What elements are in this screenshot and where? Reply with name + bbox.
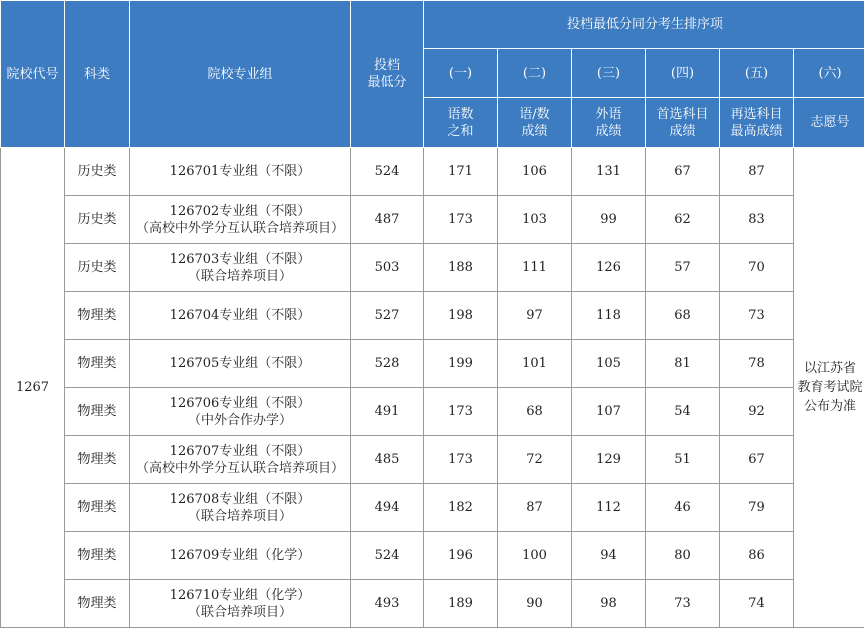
header-col-label-line2: 之和 xyxy=(447,123,474,139)
score-cell-s2: 72 xyxy=(498,436,572,484)
subject-type-cell: 历史类 xyxy=(65,196,130,244)
major-group-note: （联合培养项目） xyxy=(187,508,292,524)
major-group-name: 126702专业组（不限） xyxy=(169,203,311,219)
score-cell-s5: 67 xyxy=(720,436,794,484)
header-col-label xyxy=(424,98,498,148)
header-col-num: (五) xyxy=(720,49,794,98)
score-cell-s4: 80 xyxy=(646,532,720,580)
score-cell-s5: 73 xyxy=(720,292,794,340)
score-cell-s3: 98 xyxy=(572,580,646,628)
score-cell-s5: 86 xyxy=(720,532,794,580)
table-row xyxy=(1,244,864,292)
table-row xyxy=(1,340,864,388)
major-group-cell xyxy=(130,532,351,580)
major-group-name: 126701专业组（不限） xyxy=(169,164,311,179)
score-cell-s2: 97 xyxy=(498,292,572,340)
score-cell-s2: 68 xyxy=(498,388,572,436)
score-cell-s2: 100 xyxy=(498,532,572,580)
score-cell-s2: 87 xyxy=(498,484,572,532)
table-row xyxy=(1,388,864,436)
score-cell-s1: 199 xyxy=(424,340,498,388)
score-cell-s5: 70 xyxy=(720,244,794,292)
major-group-name: 126705专业组（不限） xyxy=(169,356,311,371)
score-cell-s3: 129 xyxy=(572,436,646,484)
min-score-cell: 491 xyxy=(351,388,424,436)
score-cell-s3: 118 xyxy=(572,292,646,340)
major-group-name: 126709专业组（化学） xyxy=(169,548,311,563)
min-score-cell: 528 xyxy=(351,340,424,388)
score-cell-s4: 51 xyxy=(646,436,720,484)
table-body xyxy=(1,148,864,628)
major-group-note: （高校中外学分互认联合培养项目） xyxy=(135,460,344,476)
score-cell-s1: 198 xyxy=(424,292,498,340)
note-line2: 教育考试院 xyxy=(797,380,863,395)
school-code-cell: 1267 xyxy=(1,148,65,628)
header-col-label-line1: 首选科目 xyxy=(656,106,709,122)
major-group-name: 126704专业组（不限） xyxy=(169,308,311,323)
score-cell-s5: 78 xyxy=(720,340,794,388)
table-row xyxy=(1,196,864,244)
score-cell-s1: 173 xyxy=(424,388,498,436)
major-group-cell xyxy=(130,436,351,484)
header-col-label-line2: 最高成绩 xyxy=(730,123,783,139)
score-cell-s2: 103 xyxy=(498,196,572,244)
subject-type-cell: 物理类 xyxy=(65,388,130,436)
min-score-cell: 524 xyxy=(351,148,424,196)
score-cell-s5: 74 xyxy=(720,580,794,628)
score-cell-s4: 54 xyxy=(646,388,720,436)
major-group-cell xyxy=(130,196,351,244)
score-cell-s5: 87 xyxy=(720,148,794,196)
score-cell-s2: 106 xyxy=(498,148,572,196)
table-row xyxy=(1,484,864,532)
score-cell-s3: 105 xyxy=(572,340,646,388)
header-col-label-line1: 语/数 xyxy=(519,106,550,122)
score-cell-s4: 68 xyxy=(646,292,720,340)
header-col-label-line1: 语数 xyxy=(447,106,474,122)
header-min-score-line2: 最低分 xyxy=(367,75,407,90)
score-cell-s1: 188 xyxy=(424,244,498,292)
header-col-num: (二) xyxy=(498,49,572,98)
score-cell-s1: 173 xyxy=(424,196,498,244)
min-score-cell: 493 xyxy=(351,580,424,628)
header-group: 院校专业组 xyxy=(130,1,351,148)
score-cell-s3: 94 xyxy=(572,532,646,580)
min-score-cell: 494 xyxy=(351,484,424,532)
header-min-score xyxy=(351,1,424,148)
note-line1: 以江苏省 xyxy=(804,361,857,376)
score-cell-s2: 90 xyxy=(498,580,572,628)
score-cell-s2: 111 xyxy=(498,244,572,292)
score-cell-s3: 112 xyxy=(572,484,646,532)
min-score-cell: 485 xyxy=(351,436,424,484)
header-col-num: (六) xyxy=(794,49,864,98)
header-col-label xyxy=(498,98,572,148)
header-col-label-line2: 成绩 xyxy=(595,123,622,139)
min-score-cell: 487 xyxy=(351,196,424,244)
score-cell-s3: 107 xyxy=(572,388,646,436)
header-col-label-line2: 成绩 xyxy=(669,123,696,139)
major-group-name: 126706专业组（不限） xyxy=(169,395,311,411)
header-tiebreak: 投档最低分同分考生排序项 xyxy=(424,1,864,49)
major-group-cell xyxy=(130,340,351,388)
major-group-cell xyxy=(130,292,351,340)
header-col-num: (四) xyxy=(646,49,720,98)
score-cell-s2: 101 xyxy=(498,340,572,388)
score-cell-s4: 81 xyxy=(646,340,720,388)
header-min-score-line1: 投档 xyxy=(373,58,400,73)
score-cell-s4: 57 xyxy=(646,244,720,292)
major-group-cell xyxy=(130,148,351,196)
subject-type-cell: 物理类 xyxy=(65,484,130,532)
subject-type-cell: 物理类 xyxy=(65,532,130,580)
major-group-cell xyxy=(130,388,351,436)
subject-type-cell: 历史类 xyxy=(65,244,130,292)
major-group-name: 126707专业组（不限） xyxy=(169,443,311,459)
subject-type-cell: 物理类 xyxy=(65,340,130,388)
major-group-note: （中外合作办学） xyxy=(187,412,292,428)
header-col-label-line1: 外语 xyxy=(595,106,622,122)
table-header xyxy=(1,1,864,148)
application-number-note xyxy=(794,148,864,628)
table-row xyxy=(1,580,864,628)
header-col-label-line2: 成绩 xyxy=(521,123,548,139)
min-score-cell: 503 xyxy=(351,244,424,292)
score-cell-s1: 171 xyxy=(424,148,498,196)
table-row xyxy=(1,148,864,196)
major-group-cell xyxy=(130,580,351,628)
major-group-note: （联合培养项目） xyxy=(187,604,292,620)
score-cell-s1: 189 xyxy=(424,580,498,628)
score-cell-s5: 83 xyxy=(720,196,794,244)
major-group-note: （联合培养项目） xyxy=(187,268,292,284)
score-cell-s4: 62 xyxy=(646,196,720,244)
table-row xyxy=(1,292,864,340)
header-col-num: (一) xyxy=(424,49,498,98)
note-line3: 公布为准 xyxy=(804,399,857,414)
score-cell-s3: 131 xyxy=(572,148,646,196)
score-cell-s4: 73 xyxy=(646,580,720,628)
header-col-label xyxy=(646,98,720,148)
subject-type-cell: 物理类 xyxy=(65,292,130,340)
major-group-cell xyxy=(130,484,351,532)
score-cell-s4: 46 xyxy=(646,484,720,532)
score-cell-s1: 196 xyxy=(424,532,498,580)
subject-type-cell: 物理类 xyxy=(65,580,130,628)
table-row xyxy=(1,532,864,580)
header-col-label-line1: 志愿号 xyxy=(810,115,850,130)
major-group-cell xyxy=(130,244,351,292)
min-score-cell: 527 xyxy=(351,292,424,340)
subject-type-cell: 历史类 xyxy=(65,148,130,196)
major-group-name: 126710专业组（化学） xyxy=(169,587,311,603)
score-cell-s5: 79 xyxy=(720,484,794,532)
score-cell-s3: 126 xyxy=(572,244,646,292)
header-col-label xyxy=(794,98,864,148)
header-col-num: (三) xyxy=(572,49,646,98)
subject-type-cell: 物理类 xyxy=(65,436,130,484)
major-group-name: 126703专业组（不限） xyxy=(169,251,311,267)
header-code: 院校代号 xyxy=(1,1,65,148)
major-group-note: （高校中外学分互认联合培养项目） xyxy=(135,220,344,236)
header-col-label xyxy=(572,98,646,148)
header-col-label xyxy=(720,98,794,148)
score-cell-s1: 173 xyxy=(424,436,498,484)
score-cell-s5: 92 xyxy=(720,388,794,436)
min-score-cell: 524 xyxy=(351,532,424,580)
table-row xyxy=(1,436,864,484)
score-cell-s1: 182 xyxy=(424,484,498,532)
header-col-label-line1: 再选科目 xyxy=(730,106,783,122)
major-group-name: 126708专业组（不限） xyxy=(169,491,311,507)
header-type: 科类 xyxy=(65,1,130,148)
score-cell-s3: 99 xyxy=(572,196,646,244)
score-cell-s4: 67 xyxy=(646,148,720,196)
